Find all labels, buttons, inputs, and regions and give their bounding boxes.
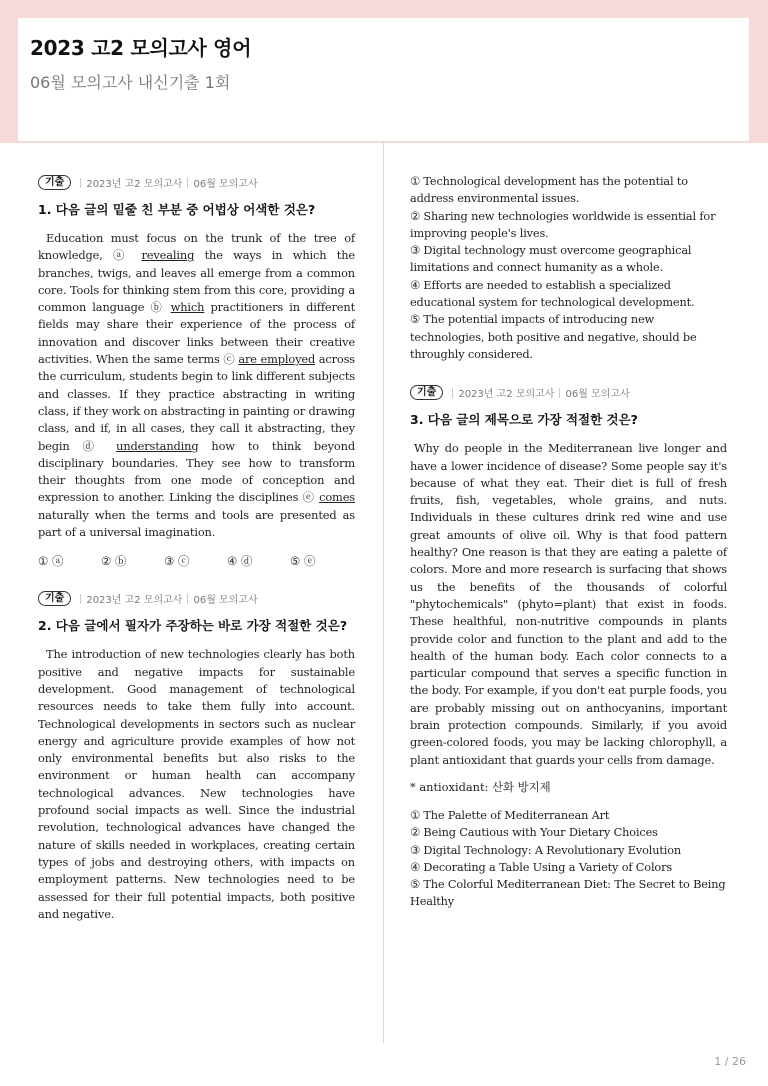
answer-options: [410, 807, 727, 911]
option-1[interactable]: ① ⓐ: [38, 554, 64, 569]
underlined-b: which: [170, 300, 205, 315]
meta-separator: [452, 388, 453, 398]
document-title: 2023 고2 모의고사 영어: [30, 36, 252, 60]
document-subtitle: 06월 모의고사 내신기출 1회: [30, 73, 231, 92]
question-meta: [410, 385, 727, 400]
passage: Why do people in the Mediterranean live longer and have a lower incidence of disease? Some people say it's because of what they eat. Their diet is full of fresh fruits, fish, vegetables, whole grains, and nuts. Individuals in these cultures drink red wine and use great amounts of olive oil. Why is that food pattern healthy? One reason is that they are eating a palette of colors. More and more research is surfacing that shows us the benefits of the thousands of colorful "phytochemicals" (phyto=plant) that exist in foods. These healthful, non-nutritive compounds in plants provide color and function to the plant and add to the health of the human body. Each color connects to a particular compound that serves a specific function in the body. For example, if you don't eat purple foods, you are probably missing out on anthocyanins, important brain protection compounds. Similarly, if you avoid green-colored foods, you may be lacking chlorophyll, a plant antioxidant that guards your cells from damage.: [410, 441, 727, 767]
question-1: [38, 175, 355, 569]
footnote: * antioxidant: 산화 방지제: [410, 779, 551, 794]
option-5[interactable]: ⑤ ⓔ: [290, 554, 316, 569]
underlined-d: understanding: [116, 438, 199, 453]
option-3[interactable]: ③ ⓒ: [164, 554, 190, 569]
question-meta: [38, 591, 355, 606]
question-title: 2. 다음 글에서 필자가 주장하는 바로 가장 적절한 것은?: [38, 618, 348, 634]
question-2: [38, 591, 355, 923]
meta-separator: [80, 178, 81, 188]
page-number: 1 / 26: [714, 1055, 746, 1068]
exam-month: 06월 모의고사: [193, 179, 258, 190]
passage: Education must focus on the trunk of the tree of knowledge, ⓐ revealing the ways in which the branches, twigs, and leaves all emerge from a common core. Tools for thinking stem from this core, providing a common language ⓑ which practitioners in different fields may share their experience of the process of innovation and discover links between their creative activities. When the same terms ⓒ are employed across the curriculum, students begin to link different subjects and classes. If they practice abstracting in writing class, if they work on abstracting in painting or drawing class, and if, in all cases, they call it abstracting, they begin ⓓ understanding how to think beyond disciplinary boundaries. They see how to transform their thoughts from one mode of conception and expression to another. Linking the disciplines ⓔ comes naturally when the terms and tools are presented as part of a universal imagination.: [38, 231, 356, 540]
past-exam-badge: 기출: [38, 591, 71, 606]
meta-separator: [80, 594, 81, 604]
option-1[interactable]: ① Technological development has the potential to address environmental issues.: [410, 175, 688, 206]
meta-separator: [559, 388, 560, 398]
exam-month: 06월 모의고사: [565, 389, 630, 401]
passage: The introduction of new technologies clearly has both positive and negative impacts for sustainable development. Good management of technological resources needs to take them fully into account. Technological developments in sectors such as nuclear energy and agriculture provide examples of how not only environmental benefits but also risks to the environment or human health can accompany technological advances. New technologies have profound social impacts as well. Since the industrial revolution, technological advances have changed the nature of skills needed in workplaces, creating certain types of jobs and destroying others, with impacts on employment patterns. New technologies need to be assessed for their full potential impacts, both positive and negative.: [38, 647, 355, 921]
past-exam-badge: 기출: [38, 175, 71, 190]
option-2[interactable]: ② ⓑ: [101, 554, 127, 569]
underlined-e: comes: [319, 490, 355, 505]
right-column: [410, 143, 727, 911]
past-exam-badge: 기출: [410, 385, 443, 400]
meta-separator: [187, 594, 188, 604]
option-3[interactable]: ③ Digital technology must overcome geographical limitations and connect humanity as a whole.: [410, 244, 692, 275]
option-1[interactable]: ① The Palette of Mediterranean Art: [410, 808, 610, 822]
option-2[interactable]: ② Being Cautious with Your Dietary Choices: [410, 826, 658, 840]
exam-source: 2023년 고2 모의고사: [86, 179, 183, 190]
question-3: [410, 385, 727, 910]
question-title: 1. 다음 글의 밑줄 친 부분 중 어법상 어색한 것은?: [38, 202, 316, 217]
meta-separator: [187, 178, 188, 188]
left-column: [38, 143, 355, 923]
option-3[interactable]: ③ Digital Technology: A Revolutionary Evolution: [410, 843, 682, 857]
option-4[interactable]: ④ Decorating a Table Using a Variety of Colors: [410, 860, 672, 874]
question-2-options: [410, 173, 727, 363]
underlined-a: revealing: [141, 248, 195, 263]
exam-source: 2023년 고2 모의고사: [458, 389, 555, 401]
column-divider: [383, 143, 384, 1043]
exam-source: 2023년 고2 모의고사: [86, 595, 183, 607]
option-5[interactable]: ⑤ The potential impacts of introducing new technologies, both positive and negative, should be throughly considered.: [410, 313, 697, 361]
answer-options: [38, 553, 355, 569]
option-5[interactable]: ⑤ The Colorful Mediterranean Diet: The Secret to Being Healthy: [410, 878, 726, 909]
option-4[interactable]: ④ Efforts are needed to establish a specialized educational system for technological development.: [410, 278, 695, 310]
option-4[interactable]: ④ ⓓ: [227, 554, 253, 569]
exam-month: 06월 모의고사: [193, 595, 258, 607]
question-meta: [38, 175, 355, 190]
underlined-c: are employed: [238, 352, 316, 367]
option-2[interactable]: ② Sharing new technologies worldwide is essential for improving people's lives.: [410, 209, 716, 240]
question-title: 3. 다음 글의 제목으로 가장 적절한 것은?: [410, 412, 638, 428]
